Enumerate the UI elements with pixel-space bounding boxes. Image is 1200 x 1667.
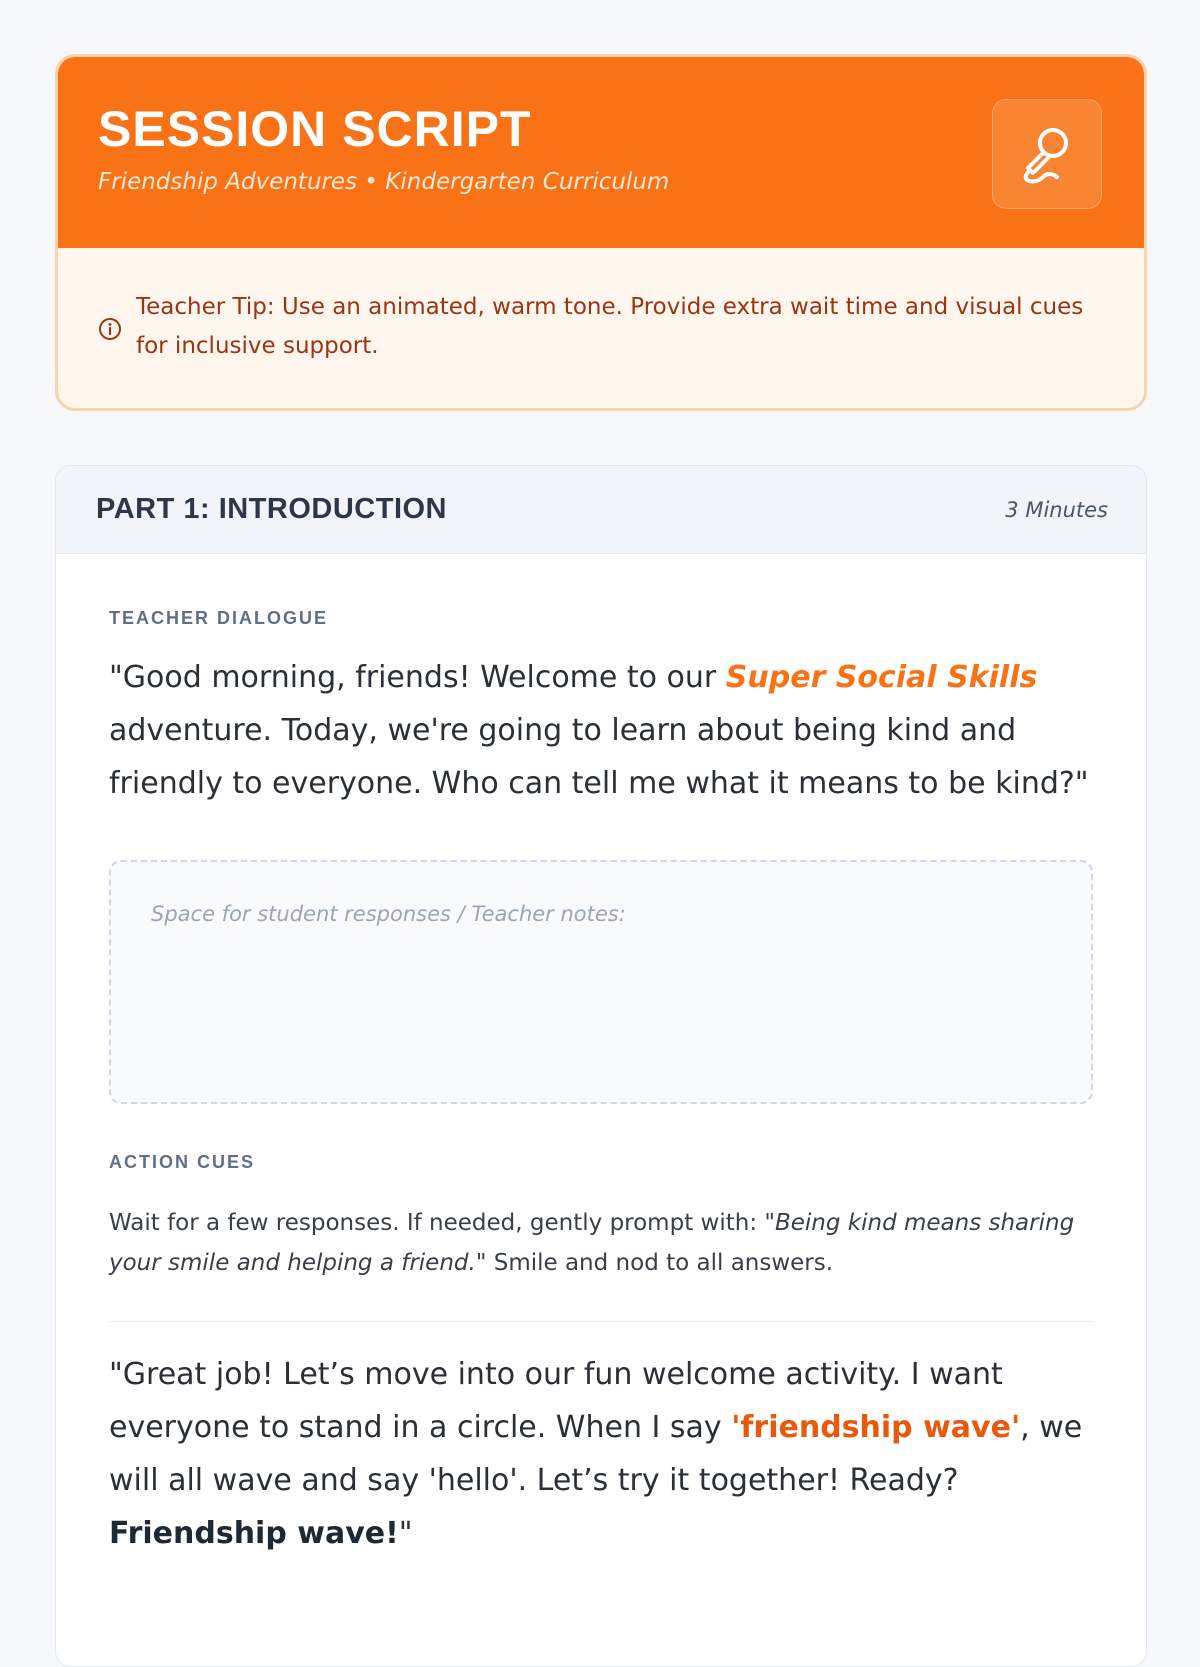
teacher-dialogue-1 bbox=[109, 651, 1093, 810]
teacher-dialogue-label: TEACHER DIALOGUE bbox=[109, 608, 329, 628]
header-banner bbox=[58, 57, 1144, 248]
dialogue-text: "Great job! Let’s move into our fun welcome activity. I want everyone to stand in a circle. When I say bbox=[109, 1357, 1003, 1445]
dialogue-text: "Good morning, friends! Welcome to our bbox=[109, 660, 726, 695]
action-quote: "Being kind means sharing your smile and helping a friend." bbox=[109, 1210, 1075, 1276]
info-icon bbox=[98, 315, 122, 354]
session-header-card bbox=[55, 54, 1147, 411]
dialogue-text: adventure. Today, we're going to learn about being kind and friendly to everyone. Who can tell me what it means to be kind?" bbox=[109, 713, 1089, 801]
divider bbox=[109, 1321, 1093, 1322]
action-text: Smile and nod to all answers. bbox=[486, 1250, 834, 1276]
teacher-tip-text: Teacher Tip: Use an animated, warm tone. Provide extra wait time and visual cues for inclusive support. bbox=[136, 294, 1084, 359]
section-header bbox=[56, 466, 1146, 554]
action-cues-label: ACTION CUES bbox=[109, 1152, 256, 1172]
action-cues-text bbox=[109, 1203, 1093, 1283]
section-duration: 3 Minutes bbox=[1005, 497, 1108, 522]
teacher-tip bbox=[58, 248, 1144, 408]
section-body bbox=[56, 554, 1146, 1560]
action-text: Wait for a few responses. If needed, gently prompt with: bbox=[109, 1210, 765, 1236]
microphone-button[interactable] bbox=[992, 99, 1102, 209]
notes-area[interactable] bbox=[109, 860, 1093, 1104]
dialogue-highlight: Super Social Skills bbox=[725, 660, 1038, 695]
section-card bbox=[55, 465, 1147, 1667]
page bbox=[55, 54, 1147, 1667]
teacher-dialogue-2 bbox=[109, 1348, 1093, 1560]
microphone-icon bbox=[1019, 123, 1075, 185]
dialogue-bold: Friendship wave! bbox=[109, 1516, 399, 1551]
page-subtitle: Friendship Adventures • Kindergarten Curriculum bbox=[98, 169, 670, 195]
notes-placeholder: Space for student responses / Teacher notes: bbox=[151, 902, 626, 926]
section-title: PART 1: INTRODUCTION bbox=[96, 493, 448, 525]
dialogue-text: " bbox=[398, 1516, 413, 1551]
dialogue-text: , we will all wave and say 'hello'. Let’s try it together! Ready? bbox=[109, 1410, 1083, 1498]
dialogue-highlight: 'friendship wave' bbox=[731, 1410, 1021, 1445]
page-title: SESSION SCRIPT bbox=[98, 101, 532, 157]
